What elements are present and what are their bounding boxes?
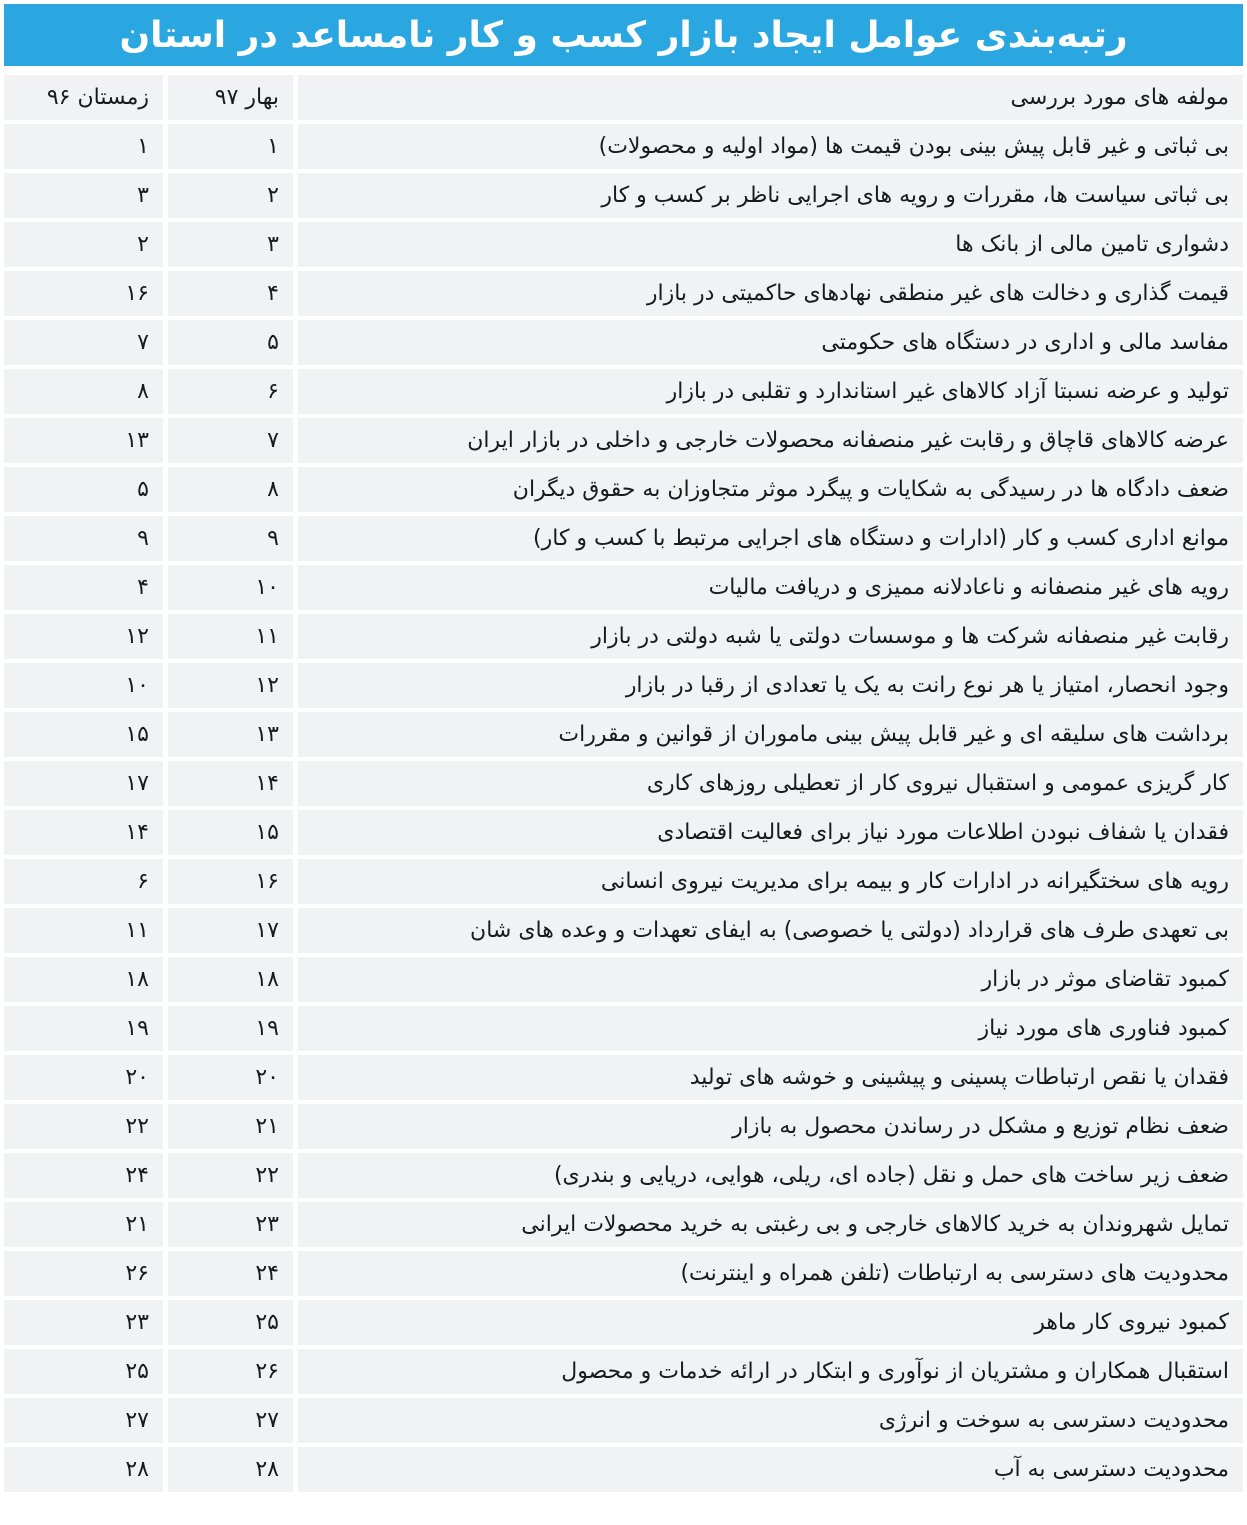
factor-cell: رویه های سختگیرانه در ادارات کار و بیمه برای مدیریت نیروی انسانی — [293, 859, 1243, 904]
winter-96-rank-cell: ۱۱ — [4, 908, 163, 953]
spring-97-rank-cell: ۲۷ — [163, 1398, 293, 1443]
table-row — [4, 859, 1243, 904]
factor-cell: بی ثباتی سیاست ها، مقررات و رویه های اجرایی ناظر بر کسب و کار — [293, 173, 1243, 218]
factor-cell: کمبود تقاضای موثر در بازار — [293, 957, 1243, 1002]
table-header-row — [4, 75, 1243, 120]
table-row — [4, 908, 1243, 953]
winter-96-rank-cell: ۲۱ — [4, 1202, 163, 1247]
factor-cell: تمایل شهروندان به خرید کالاهای خارجی و بی رغبتی به خرید محصولات ایرانی — [293, 1202, 1243, 1247]
winter-96-rank-cell: ۱۹ — [4, 1006, 163, 1051]
winter-96-rank-cell: ۱۳ — [4, 418, 163, 463]
table-row — [4, 124, 1243, 169]
winter-96-rank-cell: ۲۷ — [4, 1398, 163, 1443]
table-row — [4, 418, 1243, 463]
winter-96-rank-cell: ۹ — [4, 516, 163, 561]
winter-96-rank-cell: ۳ — [4, 173, 163, 218]
factor-cell: استقبال همکاران و مشتریان از نوآوری و ابتکار در ارائه خدمات و محصول — [293, 1349, 1243, 1394]
table-row — [4, 1300, 1243, 1345]
spring-97-rank-cell: ۱۲ — [163, 663, 293, 708]
spring-97-rank-cell: ۲۶ — [163, 1349, 293, 1394]
spring-97-rank-cell: ۱۳ — [163, 712, 293, 757]
factor-cell: تولید و عرضه نسبتا آزاد کالاهای غیر استاندارد و تقلبی در بازار — [293, 369, 1243, 414]
winter-96-rank-cell: ۱۷ — [4, 761, 163, 806]
factor-cell: کار گریزی عمومی و استقبال نیروی کار از تعطیلی روزهای کاری — [293, 761, 1243, 806]
spring-97-rank-cell: ۲۲ — [163, 1153, 293, 1198]
table-row — [4, 369, 1243, 414]
winter-96-rank-cell: ۲۲ — [4, 1104, 163, 1149]
table-row — [4, 1251, 1243, 1296]
factor-cell: رقابت غیر منصفانه شرکت ها و موسسات دولتی یا شبه دولتی در بازار — [293, 614, 1243, 659]
winter-96-rank-cell: ۷ — [4, 320, 163, 365]
table-row — [4, 1447, 1243, 1492]
spring-97-rank-cell: ۲۰ — [163, 1055, 293, 1100]
header-factor: مولفه های مورد بررسی — [293, 75, 1243, 120]
factor-cell: فقدان یا شفاف نبودن اطلاعات مورد نیاز برای فعالیت اقتصادی — [293, 810, 1243, 855]
winter-96-rank-cell: ۴ — [4, 565, 163, 610]
spring-97-rank-cell: ۱۰ — [163, 565, 293, 610]
factor-cell: رویه های غیر منصفانه و ناعادلانه ممیزی و دریافت مالیات — [293, 565, 1243, 610]
table-row — [4, 1202, 1243, 1247]
table-row — [4, 271, 1243, 316]
winter-96-rank-cell: ۲۸ — [4, 1447, 163, 1492]
spring-97-rank-cell: ۲۸ — [163, 1447, 293, 1492]
factor-cell: بی تعهدی طرف های قرارداد (دولتی یا خصوصی) به ایفای تعهدات و وعده های شان — [293, 908, 1243, 953]
table-row — [4, 663, 1243, 708]
spring-97-rank-cell: ۱۷ — [163, 908, 293, 953]
factor-cell: مفاسد مالی و اداری در دستگاه های حکومتی — [293, 320, 1243, 365]
table-row — [4, 1398, 1243, 1443]
winter-96-rank-cell: ۱ — [4, 124, 163, 169]
winter-96-rank-cell: ۲۴ — [4, 1153, 163, 1198]
table-row — [4, 173, 1243, 218]
winter-96-rank-cell: ۲۶ — [4, 1251, 163, 1296]
header-spring-97: بهار ۹۷ — [163, 75, 293, 120]
table-row — [4, 222, 1243, 267]
spring-97-rank-cell: ۲۴ — [163, 1251, 293, 1296]
winter-96-rank-cell: ۱۵ — [4, 712, 163, 757]
factor-cell: ضعف زیر ساخت های حمل و نقل (جاده ای، ریلی، هوایی، دریایی و بندری) — [293, 1153, 1243, 1198]
factor-cell: دشواری تامین مالی از بانک ها — [293, 222, 1243, 267]
factor-cell: محدودیت دسترسی به آب — [293, 1447, 1243, 1492]
winter-96-rank-cell: ۲۰ — [4, 1055, 163, 1100]
spring-97-rank-cell: ۱۹ — [163, 1006, 293, 1051]
spring-97-rank-cell: ۴ — [163, 271, 293, 316]
factor-cell: برداشت های سلیقه ای و غیر قابل پیش بینی ماموران از قوانین و مقررات — [293, 712, 1243, 757]
spring-97-rank-cell: ۲ — [163, 173, 293, 218]
spring-97-rank-cell: ۱۴ — [163, 761, 293, 806]
spring-97-rank-cell: ۳ — [163, 222, 293, 267]
spring-97-rank-cell: ۱۶ — [163, 859, 293, 904]
table-row — [4, 810, 1243, 855]
title-bar — [4, 4, 1243, 66]
spring-97-rank-cell: ۶ — [163, 369, 293, 414]
table-row — [4, 761, 1243, 806]
winter-96-rank-cell: ۱۸ — [4, 957, 163, 1002]
table-row — [4, 467, 1243, 512]
winter-96-rank-cell: ۲۳ — [4, 1300, 163, 1345]
winter-96-rank-cell: ۲ — [4, 222, 163, 267]
spring-97-rank-cell: ۸ — [163, 467, 293, 512]
table-row — [4, 1153, 1243, 1198]
winter-96-rank-cell: ۲۵ — [4, 1349, 163, 1394]
spring-97-rank-cell: ۵ — [163, 320, 293, 365]
table-row — [4, 1006, 1243, 1051]
header-winter-96: زمستان ۹۶ — [4, 75, 163, 120]
factor-cell: ضعف نظام توزیع و مشکل در رساندن محصول به بازار — [293, 1104, 1243, 1149]
winter-96-rank-cell: ۱۲ — [4, 614, 163, 659]
table-row — [4, 1055, 1243, 1100]
factor-cell: موانع اداری کسب و کار (ادارات و دستگاه های اجرایی مرتبط با کسب و کار) — [293, 516, 1243, 561]
factor-cell: کمبود فناوری های مورد نیاز — [293, 1006, 1243, 1051]
page-title: رتبه‌بندی عوامل ایجاد بازار کسب و کار نامساعد در استان — [119, 14, 1128, 56]
winter-96-rank-cell: ۸ — [4, 369, 163, 414]
factor-cell: وجود انحصار، امتیاز یا هر نوع رانت به یک یا تعدادی از رقبا در بازار — [293, 663, 1243, 708]
table-row — [4, 516, 1243, 561]
factor-cell: عرضه کالاهای قاچاق و رقابت غیر منصفانه محصولات خارجی و داخلی در بازار ایران — [293, 418, 1243, 463]
factor-cell: فقدان یا نقص ارتباطات پسینی و پیشینی و خوشه های تولید — [293, 1055, 1243, 1100]
table-row — [4, 320, 1243, 365]
spring-97-rank-cell: ۹ — [163, 516, 293, 561]
spring-97-rank-cell: ۲۱ — [163, 1104, 293, 1149]
factor-cell: بی ثباتی و غیر قابل پیش بینی بودن قیمت ها (مواد اولیه و محصولات) — [293, 124, 1243, 169]
table-row — [4, 565, 1243, 610]
factor-cell: کمبود نیروی کار ماهر — [293, 1300, 1243, 1345]
winter-96-rank-cell: ۱۶ — [4, 271, 163, 316]
winter-96-rank-cell: ۵ — [4, 467, 163, 512]
spring-97-rank-cell: ۱۵ — [163, 810, 293, 855]
factor-cell: ضعف دادگاه ها در رسیدگی به شکایات و پیگرد موثر متجاوزان به حقوق دیگران — [293, 467, 1243, 512]
winter-96-rank-cell: ۱۰ — [4, 663, 163, 708]
table-row — [4, 1104, 1243, 1149]
spring-97-rank-cell: ۱۸ — [163, 957, 293, 1002]
factor-cell: محدودیت دسترسی به سوخت و انرژی — [293, 1398, 1243, 1443]
spring-97-rank-cell: ۱۱ — [163, 614, 293, 659]
table-row — [4, 614, 1243, 659]
spring-97-rank-cell: ۲۳ — [163, 1202, 293, 1247]
factor-cell: محدودیت های دسترسی به ارتباطات (تلفن همراه و اینترنت) — [293, 1251, 1243, 1296]
table-row — [4, 1349, 1243, 1394]
ranking-table — [4, 71, 1243, 1496]
winter-96-rank-cell: ۶ — [4, 859, 163, 904]
spring-97-rank-cell: ۱ — [163, 124, 293, 169]
table-row — [4, 712, 1243, 757]
table-row — [4, 957, 1243, 1002]
factor-cell: قیمت گذاری و دخالت های غیر منطقی نهادهای حاکمیتی در بازار — [293, 271, 1243, 316]
spring-97-rank-cell: ۲۵ — [163, 1300, 293, 1345]
spring-97-rank-cell: ۷ — [163, 418, 293, 463]
winter-96-rank-cell: ۱۴ — [4, 810, 163, 855]
table-body — [4, 124, 1243, 1492]
